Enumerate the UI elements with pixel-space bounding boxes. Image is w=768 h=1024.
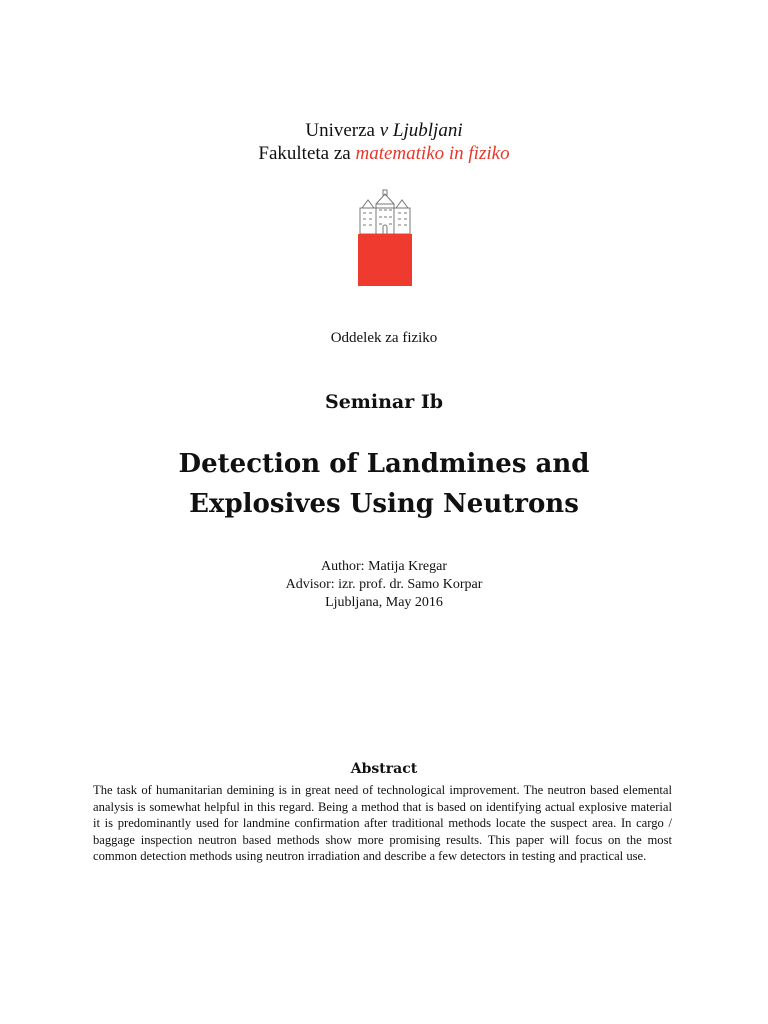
abstract-heading: Abstract [350,761,418,777]
faculty-name [0,142,768,165]
university-name-italic: v Ljubljani [379,120,463,141]
faculty-name-accent: matematiko in fiziko [355,143,510,164]
place-date-line: Ljubljana, May 2016 [325,595,443,610]
abstract-body: The task of humanitarian demining is in great need of technological improvement. The neutron based elemental analysis is somewhat helpful in this regard. Being a method that is based on identifying actual explosive material it is predominantly used for landmine confirmation after traditional methods locate the suspect area. In cargo / baggage inspection neutron based methods show more promising results. This paper will focus on the most common detection methods using neutron irradiation and describe a few detectors in testing and practical use. [93,783,672,863]
seminar-label: Seminar Ib [324,391,444,413]
paper-title [0,444,768,524]
advisor-line: Advisor: izr. prof. dr. Samo Korpar [285,577,483,592]
university-building-logo-icon [358,188,412,286]
university-name [0,119,768,142]
paper-title-line2: Explosives Using Neutrons [189,489,579,519]
author-line: Author: Matija Kregar [321,559,447,574]
department-name: Oddelek za fiziko [330,330,438,346]
paper-title-line1: Detection of Landmines and [178,449,590,479]
faculty-name-plain: Fakulteta za [258,143,356,164]
university-name-plain: Univerza [305,120,380,141]
